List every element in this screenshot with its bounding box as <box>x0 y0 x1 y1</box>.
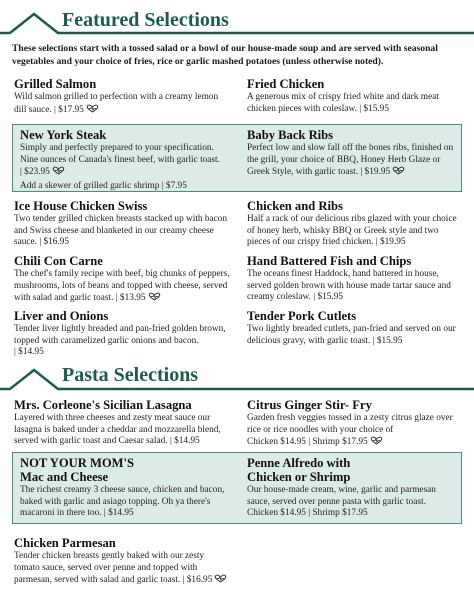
menu-item <box>247 309 463 347</box>
featured-header <box>0 4 474 36</box>
menu-item <box>247 456 457 520</box>
item-desc: Half a rack of our delicious ribs glazed with your choice of honey herb, whisky BBQ or Greek style and two pieces of our crispy fried chicken. <box>247 214 457 248</box>
menu-item <box>247 77 463 115</box>
item-name: New York Steak <box>20 128 107 142</box>
item-name: Liver and Onions <box>14 309 109 323</box>
item-desc: Our house-made cream, wine, garlic and parmesan sauce, served over penne pasta with garlic toast. <box>247 485 436 507</box>
item-price: | $15.95 <box>313 292 344 303</box>
item-price: Chicken $14.95 | Shrimp $17.95 <box>247 508 368 519</box>
item-desc: Layered with three cheeses and zesty meat sauce our lasagna is baked under a cheddar and mozzarella blend, served with garlic toast and Caesar salad. <box>14 413 221 447</box>
heart-healthy-icon <box>86 104 99 118</box>
item-name: Grilled Salmon <box>14 77 97 91</box>
item-desc: Wild salmon grilled to perfection with a creamy lemon dill sauce. <box>14 92 219 115</box>
menu-item <box>14 309 230 359</box>
menu-item <box>14 77 230 117</box>
item-desc: Two lightly breaded cutlets, pan-fried and served on our delicious gravy, with garlic toast. <box>247 324 456 346</box>
item-price: | $16.95 <box>182 575 213 586</box>
item-price: | $15.95 <box>359 103 389 114</box>
heart-healthy-icon <box>370 436 383 450</box>
item-desc: Tender chicken breasts gently baked with our zesty tomato sauce, served over penne and topped with parmesan, served with salad and garlic toast. <box>14 551 205 586</box>
item-desc: Garden fresh veggies tossed in a zesty citrus glaze over rice or rice noodles with your choice of <box>247 413 453 435</box>
item-name: Citrus Ginger Stir- Fry <box>247 398 372 412</box>
item-price: | $15.95 <box>372 335 403 346</box>
item-desc: The oceans finest Haddock, hand battered in house, served golden brown with house made tartar sauce and creamy coleslaw. <box>247 269 451 303</box>
menu-item <box>247 254 463 304</box>
item-name: Fried Chicken <box>247 77 325 91</box>
featured-title: Featured Selections <box>62 9 229 31</box>
item-desc: Simply and perfectly prepared to your specification. Nine ounces of Canada's finest beef, with garlic toast. <box>20 143 220 165</box>
item-price: | $19.95 <box>375 237 406 248</box>
item-name-line2: Chicken or Shrimp <box>247 470 351 484</box>
item-name: Chicken Parmesan <box>14 536 116 550</box>
item-desc: The chef's family recipe with beef, big chunks of peppers, mushrooms, lots of beans and topped with cheese, served with salad and garlic toast. <box>14 269 230 304</box>
item-price: Chicken $14.95 | Shrimp $17.95 <box>247 437 368 448</box>
menu-item <box>20 456 232 520</box>
item-name: Ice House Chicken Swiss <box>14 199 148 213</box>
heart-healthy-icon <box>392 166 405 180</box>
menu-item <box>247 398 463 450</box>
item-name-line2: Mac and Cheese <box>20 470 109 484</box>
pasta-title: Pasta Selections <box>62 364 199 386</box>
item-name: Mrs. Corleone's Sicilian Lasagna <box>14 398 192 412</box>
item-desc: Perfect low and slow fall off the bones ribs, finished on the grill, your choice of BBQ, Honey Herb Glaze or Greek Style, with garlic toast. <box>247 143 454 178</box>
item-desc: Tender liver lightly breaded and pan-fried golden brown, topped with caramelized garlic onions and bacon. <box>14 324 226 346</box>
item-price: | $14.95 <box>169 436 200 447</box>
menu-item <box>14 398 230 448</box>
item-name: Chicken and Ribs <box>247 199 343 213</box>
item-name: Hand Battered Fish and Chips <box>247 254 412 268</box>
menu-item <box>14 254 230 306</box>
menu-item <box>20 128 232 192</box>
item-name: Baby Back Ribs <box>247 128 334 142</box>
item-desc: Two tender grilled chicken breasts stacked up with bacon and Swiss cheese and blanketed in our creamy cheese sauce. <box>14 214 228 248</box>
featured-intro: These selections start with a tossed salad or a bowl of our house-made soup and are served with seasonal vegetables and your choice of fries, rice or garlic mashed potatoes (unless otherwise noted). <box>12 43 438 67</box>
menu-item <box>14 199 230 249</box>
item-desc: A generous mix of crispy fried white and dark meat chicken pieces with coleslaw. <box>247 92 439 114</box>
item-name: Chili Con Carne <box>14 254 103 268</box>
item-extra: Add a skewer of grilled garlic shrimp | $7.95 <box>20 180 187 191</box>
menu-item <box>247 199 463 249</box>
item-desc: The richest creamy 3 cheese sauce, chicken and bacon, baked with garlic and asiago topping. Oh ya there's macaroni in there too. <box>20 485 225 519</box>
item-price: | $17.95 <box>54 104 84 115</box>
item-name: Tender Pork Cutlets <box>247 309 357 323</box>
item-price: | $13.95 <box>115 293 146 304</box>
item-name: Penne Alfredo with <box>247 456 351 470</box>
menu-item <box>14 536 230 588</box>
item-price: | $23.95 <box>20 167 50 178</box>
heart-healthy-icon <box>52 166 65 180</box>
item-price: | $14.95 <box>14 347 44 358</box>
item-name: NOT YOUR MOM'S <box>20 456 135 470</box>
menu-item <box>247 128 457 180</box>
heart-healthy-icon <box>214 574 227 588</box>
heart-healthy-icon <box>148 292 161 306</box>
pasta-header <box>0 360 474 392</box>
item-price: | $16.95 <box>39 237 70 248</box>
item-price: | $14.95 <box>103 508 134 519</box>
item-price: | $19.95 <box>360 167 391 178</box>
